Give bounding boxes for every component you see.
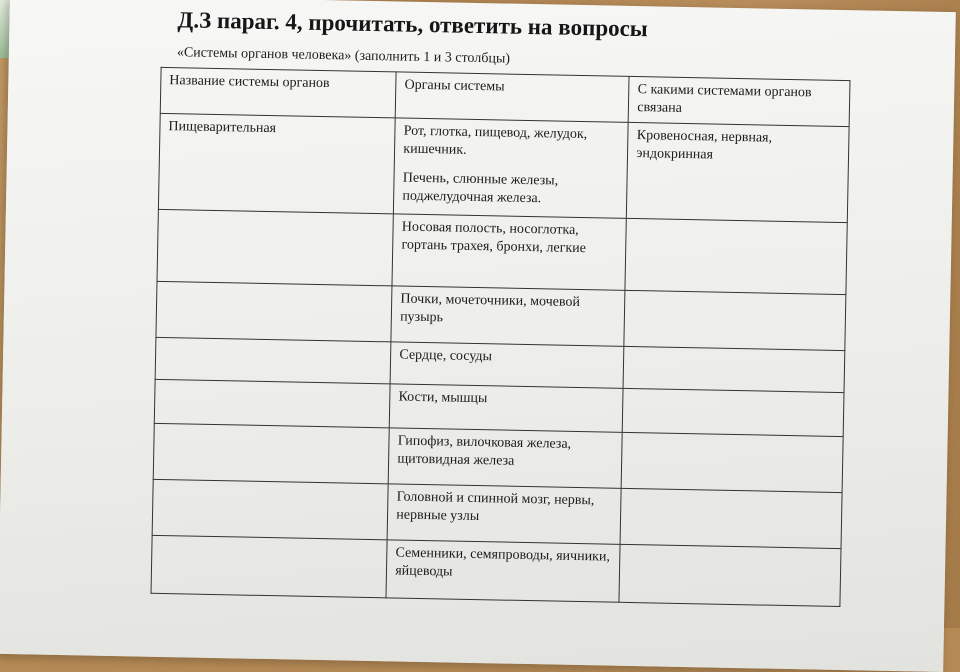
system-name-cell (154, 379, 390, 428)
organs-cell: Гипофиз, вилочковая железа, щитовидная железа (388, 428, 622, 488)
organs-cell: Головной и спинной мозг, нервы, нервные узлы (387, 484, 621, 544)
organ-systems-table (151, 67, 851, 607)
related-systems-cell (620, 488, 842, 548)
related-systems-cell (619, 544, 841, 606)
organs-cell: Почки, мочеточники, мочевой пузырь (391, 286, 625, 346)
related-systems-cell: Кровеносная, нервная, эндокринная (627, 122, 849, 222)
system-name-cell (153, 423, 389, 484)
system-name-cell (157, 209, 394, 286)
system-name-cell (151, 535, 387, 598)
system-name-cell: Пищеварительная (158, 113, 395, 213)
related-systems-cell (624, 290, 846, 350)
table-row (157, 209, 847, 294)
table-row (151, 535, 841, 606)
organs-cell: Семенники, семяпроводы, яичники, яйцеводы (386, 540, 620, 602)
worksheet-subtitle: «Системы органов человека» (заполнить 1 и 3 столбцы) (176, 45, 511, 67)
organs-cell (394, 118, 629, 218)
header-system-name: Название системы органов (160, 67, 396, 117)
header-system-organs: Органы системы (395, 72, 629, 122)
organs-cell: Носовая полость, носоглотка, гортань трахея, бронхи, легкие (392, 214, 626, 290)
organs-text: Рот, глотка, пищевод, желудок, кишечник. (403, 123, 588, 159)
organs-text: Печень, слюнные железы, поджелудочная железа. (402, 170, 559, 207)
related-systems-cell (625, 218, 847, 294)
system-name-cell (156, 281, 392, 342)
system-name-cell (152, 479, 388, 540)
table-row (158, 113, 849, 222)
homework-title: Д.З параг. 4, прочитать, ответить на вопросы (177, 7, 649, 42)
organs-cell: Сердце, сосуды (390, 342, 624, 388)
related-systems-cell (623, 388, 844, 436)
related-systems-cell (622, 432, 844, 492)
system-name-cell (155, 337, 391, 384)
organs-cell: Кости, мышцы (390, 384, 624, 432)
header-related-systems: С какими системами органов связана (629, 76, 850, 126)
related-systems-cell (623, 346, 844, 392)
